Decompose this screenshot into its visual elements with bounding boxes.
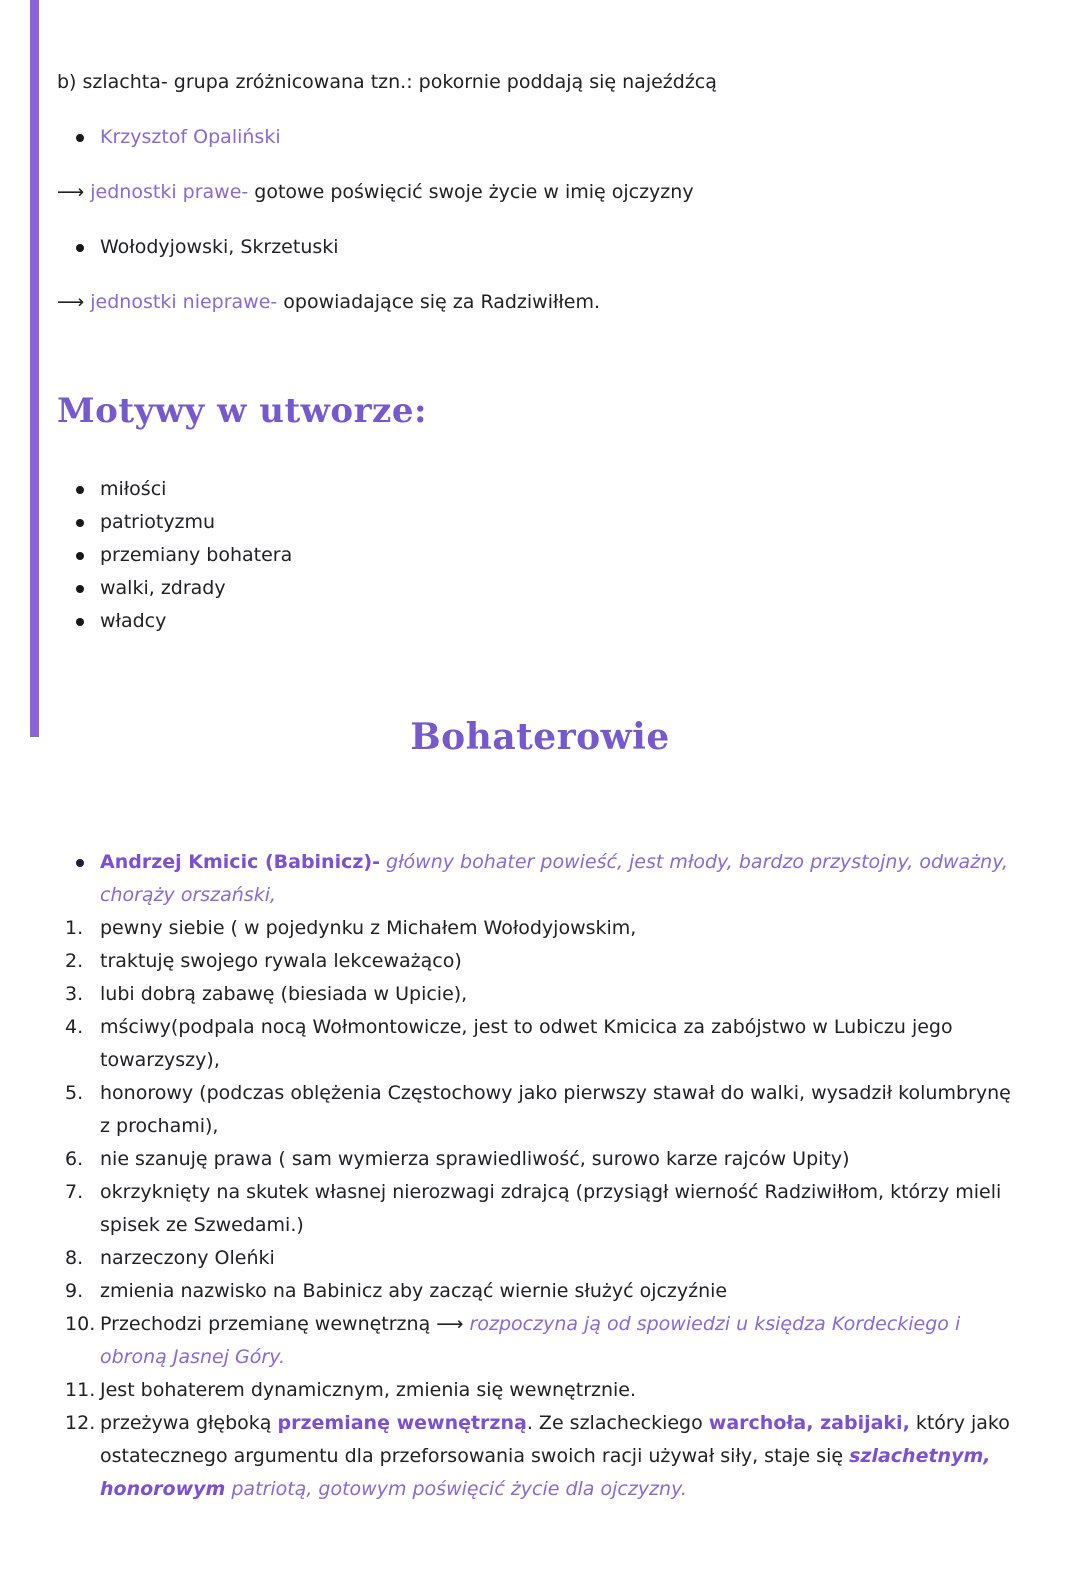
motifs-heading: Motywy w utworze:: [57, 391, 428, 431]
jednostki-prawe-desc: gotowe poświęcić swoje życie w imię ojczyzny: [248, 181, 694, 203]
point-item-1: [57, 912, 1023, 945]
motif-label: władcy: [100, 610, 167, 632]
motif-item: [57, 572, 1023, 605]
motif-item: [57, 539, 1023, 572]
jednostki-prawe-label: jednostki prawe-: [90, 181, 249, 203]
left-accent-bar: [30, 0, 39, 737]
point-text: pewny siebie ( w pojedynku z Michałem Wołodyjowskim,: [100, 917, 637, 939]
point-text: . Ze szlacheckiego: [526, 1412, 709, 1434]
document-content: [57, 0, 1023, 1506]
paragraph-szlachta: [57, 66, 1023, 99]
bullet-dot-icon: [76, 519, 84, 527]
point-item-7: [57, 1176, 1023, 1242]
point-text-italic: rozpoczyna ją od spowiedzi u księdza Kordeckiego i obroną Jasnej Góry.: [100, 1313, 961, 1368]
long-arrow-icon: ⟶: [57, 291, 91, 313]
heroes-heading: Bohaterowie: [410, 716, 670, 758]
point-item-10: [57, 1308, 1023, 1374]
list-item-opalinski: [57, 121, 1023, 154]
point-text: który jako ostatecznego argumentu dla przeforsowania swoich racji używał siły, staje się: [100, 1412, 1010, 1467]
bullet-dot-icon: [76, 134, 84, 142]
szlachta-text: b) szlachta- grupa zróżnicowana tzn.: pokornie poddają się najeźdźcą: [57, 71, 717, 93]
point-text: Przechodzi przemianę wewnętrzną: [100, 1313, 437, 1335]
point-text: honorowy (podczas oblężenia Częstochowy jako pierwszy stawał do walki, wysadził kolumbrynę z prochami),: [100, 1082, 1011, 1137]
point-text-bold: warchoła, zabijaki,: [708, 1412, 910, 1434]
point-text: narzeczony Oleńki: [100, 1247, 275, 1269]
bullet-dot-icon: [76, 244, 84, 252]
point-item-4: [57, 1011, 1023, 1077]
jednostki-nieprawe-label: jednostki nieprawe-: [90, 291, 278, 313]
bullet-dot-icon: [76, 618, 84, 626]
point-text: lubi dobrą zabawę (biesiada w Upicie),: [100, 983, 468, 1005]
motif-item: [57, 473, 1023, 506]
point-item-8: [57, 1242, 1023, 1275]
point-item-12: [57, 1407, 1023, 1506]
bullet-dot-icon: [76, 552, 84, 560]
motifs-list: [57, 473, 1023, 638]
motif-item: [57, 605, 1023, 638]
point-text-bold: przemianę wewnętrzną: [277, 1412, 527, 1434]
point-text: mściwy(podpala nocą Wołmontowicze, jest to odwet Kmicica za zabójstwo w Lubiczu jego towarzyszy),: [100, 1016, 953, 1071]
point-item-9: [57, 1275, 1023, 1308]
point-item-11: [57, 1374, 1023, 1407]
jednostki-nieprawe-desc: opowiadające się za Radziwiłłem.: [277, 291, 601, 313]
bullet-dot-icon: [76, 859, 84, 867]
point-text: Jest bohaterem dynamicznym, zmienia się wewnętrznie.: [100, 1379, 637, 1401]
point-text: zmienia nazwisko na Babinicz aby zacząć wiernie służyć ojczyźnie: [100, 1280, 728, 1302]
wolodyjowski-text: Wołodyjowski, Skrzetuski: [100, 236, 339, 258]
list-item-kmicic: [57, 846, 1023, 912]
motif-label: patriotyzmu: [100, 511, 216, 533]
bullet-dot-icon: [76, 486, 84, 494]
point-item-5: [57, 1077, 1023, 1143]
motif-label: przemiany bohatera: [100, 544, 293, 566]
point-text: przeżywa głęboką: [100, 1412, 278, 1434]
list-item-wolodyjowski: [57, 231, 1023, 264]
kmicic-points-list: [57, 912, 1023, 1506]
point-text: nie szanuję prawa ( sam wymierza sprawiedliwość, surowo karze rajców Upity): [100, 1148, 850, 1170]
long-arrow-icon: ⟶: [436, 1313, 464, 1335]
line-jednostki-nieprawe: [57, 286, 1023, 319]
point-text: traktuję swojego rywala lekceważąco): [100, 950, 462, 972]
kmicic-description: główny bohater powieść, jest młody, bardzo przystojny, odważny, chorąży orszański,: [100, 851, 1009, 906]
point-text-italic: patriotą, gotowym poświęcić życie dla ojczyzny.: [225, 1478, 687, 1500]
point-text-bold-italic: szlachetnym, honorowym: [100, 1445, 991, 1500]
bullet-dot-icon: [76, 585, 84, 593]
point-item-3: [57, 978, 1023, 1011]
line-jednostki-prawe: [57, 176, 1023, 209]
point-item-2: [57, 945, 1023, 978]
long-arrow-icon: ⟶: [57, 181, 91, 203]
kmicic-name: Andrzej Kmicic (Babinicz)-: [100, 851, 380, 873]
point-text: okrzyknięty na skutek własnej nierozwagi zdrajcą (przysiągł wierność Radziwiłłom, którzy mieli spisek ze Szwedami.): [100, 1181, 1002, 1236]
motif-item: [57, 506, 1023, 539]
opalinski-text: Krzysztof Opaliński: [100, 126, 281, 148]
motif-label: walki, zdrady: [100, 577, 226, 599]
motif-label: miłości: [100, 478, 167, 500]
point-item-6: [57, 1143, 1023, 1176]
